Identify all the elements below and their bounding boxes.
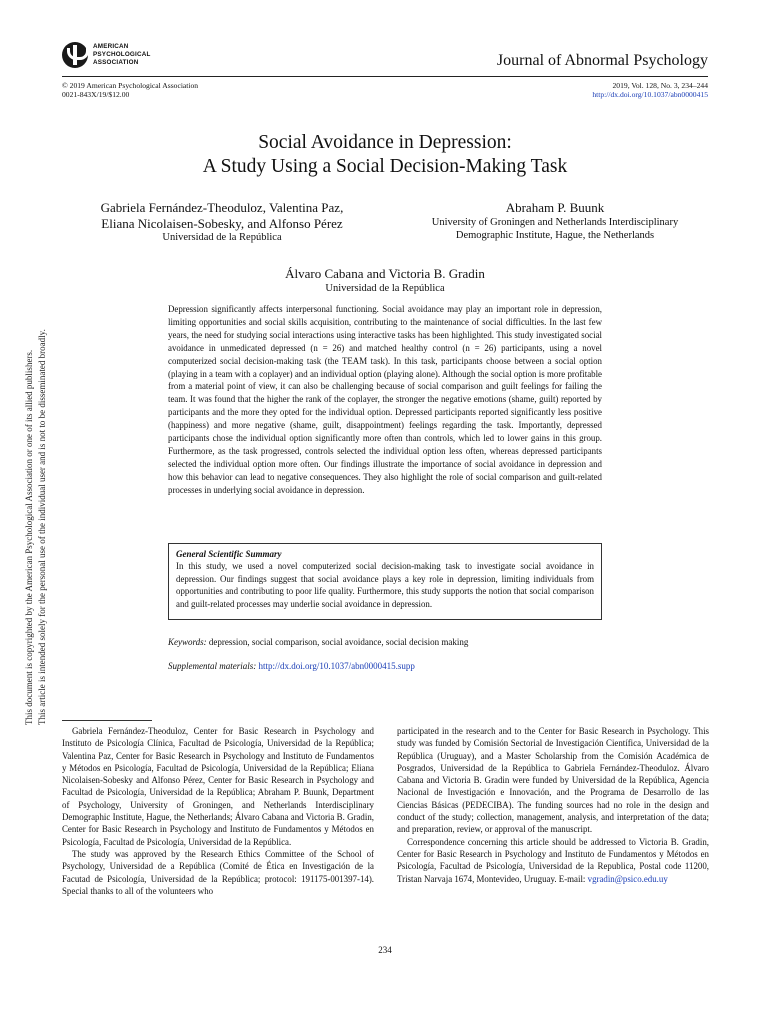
funding-note: participated in the research and to the Center for Basic Research in Psychology. This study was funded by Comisión Sectorial de Investigación Científica, Universidad de la República (Uruguay), and a Master Scholarship from the Comisión Académica de Posgrados, Universidad de la República to Gabriela Fernández-Theoduloz. Álvaro Cabana and Victoria B. Gradin were funded by Universidad de la República, Agencia Nacional de Investigación e Innovación, and the Programa de Desarrollo de las Ciencias Básicas (PEDECIBA). The funding sources had no role in the design and conduct of the study; collection, management, analysis, and interpretation of the data; and preparation, review, or approval of the manuscript. [397,726,709,835]
summary-heading: General Scientific Summary [176,549,282,559]
keywords-list: depression, social comparison, social avoidance, social decision making [208,637,469,647]
sidebar-line-1: This document is copyrighted by the American Psychological Association or one of its allied publishers. [24,349,34,725]
header-rule [62,76,708,77]
issn-line: 0021-843X/19/$12.00 [62,90,130,99]
keywords-label: Keywords: [168,637,207,647]
copyright-sidebar [23,265,48,725]
sidebar-line-2: This article is intended solely for the personal use of the individual user and is not to be disseminated broadly. [36,329,47,725]
correspondence-email[interactable]: vgradin@psico.edu.uy [587,873,668,884]
keywords [168,636,602,648]
logo-line-3: ASSOCIATION [93,59,139,66]
apa-logo [62,42,151,68]
footnote-column-left [62,725,374,897]
title-line-2: A Study Using a Social Decision-Making Task [202,156,568,177]
author-group-3 [62,266,708,295]
author-affiliation: Universidad de la República [325,282,445,294]
author-group-2 [400,200,710,242]
correspondence-note [397,836,709,885]
author-affiliations-note: Gabriela Fernández-Theoduloz, Center for Basic Research in Psychology and Instituto de Psicología Clínica, Facultad de Psicología, Universidad de la República; Valentina Paz, Center for Basic Research in Psychology and Instituto de Fundamentos y Métodos en Psicología, Facultad de Psicología, Universidad de la República; Eliana Nicolaisen-Sobesky and Alfonso Pérez, Center for Basic Research in Psychology and Facultad de Psicología, Universidad de la República; Abraham P. Buunk, Department of Psychology, University of Groningen, and Netherlands Interdisciplinary Demographic Institute, Hague, the Netherlands; Álvaro Cabana and Victoria B. Gradin, Center for Basic Research in Psychology and Instituto de Fundamentos y Métodos en Psicología, Facultad de Psicología, Universidad de la República. [62,726,374,847]
abstract: Depression significantly affects interpersonal functioning. Social avoidance may play an important role in depression, limiting opportunities and social skills acquisition, contributing to the maintenance of social difficulties. In the last few years, the need for studying social interactions using interactive tasks has been highlighted. This study investigated social avoidance in unmedicated depressed (n = 26) and matched healthy control (n = 26) participants, using a novel computerized social decision-making task (the TEAM task). In this task, participants choose between a social option (playing in a team with a coplayer) and an individual option (playing alone). Although the social option is more profitable from a material point of view, it can also be challenging because of social comparison and guilt feelings for failing the team. It was found that the higher the rank of the coplayer, the stronger the negative emotions (shame, guilt) reported by participants and the more they opted for the individual option. Depressed participants reported significantly less positive (happiness) and more negative (shame, guilt, disappointment) feelings regarding the task. Importantly, depressed participants chose the individual option significantly more often than controls, which led to lower gains in this group. Furthermore, as the task progressed, controls selected the individual option less often, whereas depressed participants selected the individual option more often. Our findings illustrate the importance of social avoidance in depression and how this behavior can lead to negative consequences. They also highlight the role of social comparison and guilt-related processes in underlying social avoidance in depression. [168,304,602,495]
author-names-line-1: Abraham P. Buunk [505,200,605,215]
logo-line-2: PSYCHOLOGICAL [93,51,151,58]
page-number: 234 [378,945,392,955]
author-affiliation-line-1: University of Groningen and Netherlands Interdisciplinary [431,216,679,228]
author-names-line-1: Gabriela Fernández-Theoduloz, Valentina Paz, [100,200,344,215]
article-title [62,131,708,179]
supplemental-label: Supplemental materials: [168,661,257,671]
author-affiliation-line-2: Demographic Institute, Hague, the Netherlands [455,229,655,241]
footnote-column-right [397,725,709,885]
supplemental-link[interactable]: http://dx.doi.org/10.1037/abn0000415.supp [258,661,415,671]
author-group-1 [62,200,382,244]
author-affiliation: Universidad de la República [162,232,282,243]
doi-link[interactable]: http://dx.doi.org/10.1037/abn0000415 [592,90,708,99]
volume-line: 2019, Vol. 128, No. 3, 234–244 [612,81,708,90]
general-scientific-summary-box [168,543,602,620]
apa-logo-icon [62,42,88,68]
ethics-note: The study was approved by the Research Ethics Committee of the School of Psychology, Universidad de a República (Comité de Ética en Investigación de la Facutad de Psicología, Universidad de la República; protocol: 191175-001397-14). Special thanks to all of the volunteers who [62,848,374,896]
copyright-line: © 2019 American Psychological Association [62,81,199,90]
publication-meta-left [62,81,198,99]
logo-line-1: AMERICAN [93,43,129,50]
supplemental-materials [168,660,602,672]
author-names-line-1: Álvaro Cabana and Victoria B. Gradin [285,266,485,281]
title-line-1: Social Avoidance in Depression: [258,132,512,153]
author-names-line-2: Eliana Nicolaisen-Sobesky, and Alfonso Pérez [101,215,343,231]
apa-logo-text [93,43,151,67]
journal-name: Journal of Abnormal Psychology [496,52,708,69]
correspondence-text: Correspondence concerning this article should be addressed to Victoria B. Gradin, Center for Basic Research in Psychology and Instituto de Fundamentos y Métodos en Psicología, Facultad de Psicología, Universidad de la Republica, Postal code 11200, Tristan Narvaja 1674, Montevideo, Uruguay. E-mail: [397,836,709,884]
footnote-rule [62,720,152,721]
summary-text: In this study, we used a novel computerized social decision-making task to investigate social avoidance in depression. Our findings suggest that social avoidance plays a key role in depression, limiting individuals from opportunities and contributing to poor life quality. Furthermore, this study supports the notion that social comparison and guilt-related processes may underlie social avoidance in depression. [176,561,594,609]
publication-meta-right [592,81,708,99]
